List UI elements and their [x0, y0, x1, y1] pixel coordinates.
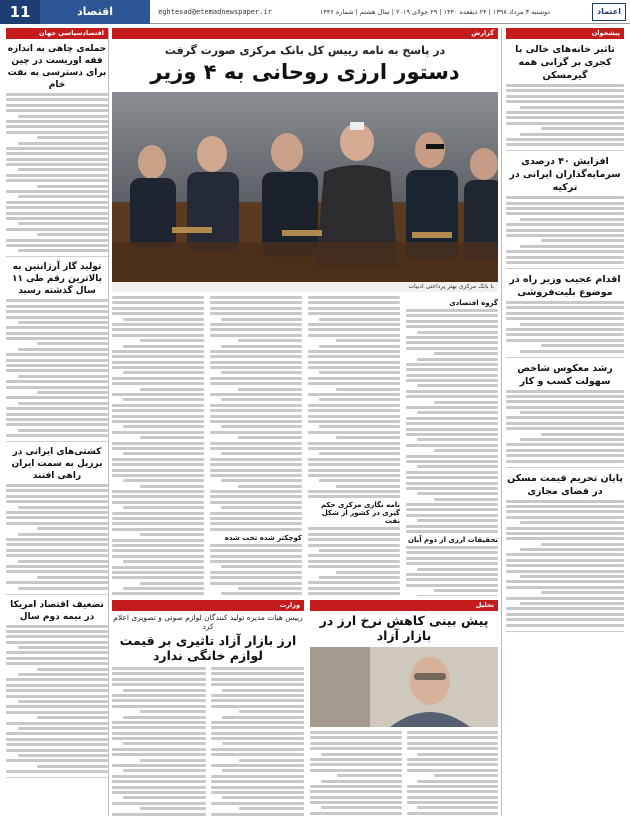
right-column-category: پیشخوان — [506, 28, 624, 39]
right-brief — [506, 362, 624, 468]
body-column-4 — [112, 296, 204, 596]
body-text-lines — [6, 484, 108, 589]
masthead-bar — [0, 0, 630, 24]
issue-dateline: دوشنبه ۳ مرداد ۱۳۹۸ | ۲۴ ذیقعده ۱۴۴۰ | ۲۹ جولای ۲۰۱۹ | سال هشتم | شماره ۱۴۴۶ — [319, 8, 551, 16]
main-content — [112, 28, 498, 816]
newspaper-logo: اعتماد — [592, 3, 626, 21]
main-story-subhead-1: تحقیقات ارزی از دوم آبان — [407, 536, 498, 545]
right-brief-title[interactable]: پایان تحریم قیمت مسکن در فضای مجازی — [507, 472, 623, 497]
body-text-lines — [407, 731, 499, 816]
right-briefs-column — [506, 28, 624, 816]
portrait-illustration — [310, 647, 498, 727]
main-story-kicker: در پاسخ به نامه رییس کل بانک مرکزی صورت گرفت — [164, 44, 446, 57]
left-brief-title[interactable]: تضعیف اقتصاد امریکا در نیمه دوم سال — [10, 599, 104, 622]
body-text-lines — [211, 667, 305, 816]
economist-portrait-photo — [310, 647, 498, 727]
right-brief — [506, 43, 624, 151]
left-brief-title[interactable]: تولید گاز آرژانتین به بالاترین رقم طی ۱۱ سال گذشته رسید — [11, 262, 103, 297]
main-story-subhead-2: نامه نگاری مرکزی حکم گیری در کشور از شکل نفت — [320, 501, 400, 526]
left-brief — [6, 599, 108, 779]
right-brief-title[interactable]: رشد معکوس شاخص سهولت کسب و کار — [517, 362, 613, 387]
main-story-headline: دستور ارزی روحانی به ۴ وزیر — [150, 60, 460, 84]
right-brief-title[interactable]: تاثیر خانه‌های خالی با کجری بر گرانی همه گیرمسکن — [515, 44, 615, 81]
page-number: 11 — [0, 0, 40, 24]
left-brief-title[interactable]: کشتی‌های ایرانی در برزیل به سمت ایران راهی افتند — [11, 447, 103, 482]
column-rule — [501, 28, 502, 816]
column-rule — [108, 28, 109, 816]
main-story-body — [112, 296, 498, 596]
currency-story-headline: پیش بینی کاهش نرخ ارز در بازار آزاد — [319, 613, 489, 643]
body-text-lines — [112, 667, 206, 816]
body-text-lines — [210, 544, 302, 596]
left-column-category: اقتصادسیاسی جهان — [6, 28, 108, 39]
main-story-byline: گروه اقتصادی — [449, 299, 498, 307]
main-story-photo — [112, 92, 498, 282]
photo-caption: با بانک مرکزی بهتر پرداختی ادبیات — [112, 282, 498, 292]
body-text-lines — [506, 84, 624, 146]
officials-meeting-illustration — [112, 92, 498, 282]
body-text-lines — [310, 731, 402, 816]
left-brief-title[interactable]: حمله‌ی چاهی به اندازه فقه اوریست در چین برای دسترسی به نفت خام — [7, 44, 107, 90]
main-story-subhead-3: کوچکتر شده تخت شده — [224, 533, 302, 542]
body-text-lines — [506, 196, 624, 264]
appliance-story — [112, 600, 304, 816]
body-text-lines — [6, 625, 108, 774]
body-text-lines — [406, 309, 498, 533]
section-label: اقتصاد — [40, 0, 150, 24]
body-text-lines — [506, 301, 624, 353]
body-text-lines — [406, 546, 498, 596]
body-column-3 — [210, 296, 302, 596]
appliance-story-headline: ارز بازار آزاد تاثیری بر قیمت لوازم خانگی ندارد — [119, 633, 297, 663]
body-text-lines — [6, 93, 108, 252]
right-brief — [506, 155, 624, 269]
body-text-lines — [506, 390, 624, 463]
main-story-category: گزارش — [112, 28, 498, 39]
body-text-lines — [112, 296, 204, 596]
left-brief — [6, 43, 108, 257]
left-brief — [6, 261, 108, 442]
right-brief-title[interactable]: اقدام عجیب وزیر راه در موضوع بلیت‌فروشی — [509, 273, 621, 298]
body-text-lines — [506, 500, 624, 627]
right-brief-title[interactable]: افزایش ۴۰ درصدی سرمایه‌گذاران ایرانی در ترکیه — [509, 156, 621, 194]
appliance-story-kicker: رییس هیات مدیره تولید کنندگان لوازم صوتی و تصویری اعلام کرد — [113, 613, 303, 631]
appliance-story-category: وزارت — [112, 600, 304, 611]
body-text-lines — [308, 527, 400, 596]
contact-email[interactable]: eghtesad@etemadnewspaper.ir — [158, 8, 272, 16]
currency-story-category: تحلیل — [310, 600, 498, 611]
left-briefs-column — [6, 28, 108, 816]
body-text-lines — [6, 299, 108, 437]
body-column-2 — [308, 296, 400, 596]
right-brief — [506, 472, 624, 632]
body-text-lines — [308, 296, 400, 498]
right-brief — [506, 273, 624, 358]
body-text-lines — [210, 296, 302, 531]
currency-story — [310, 600, 498, 816]
left-brief — [6, 446, 108, 594]
body-column-1 — [406, 296, 498, 596]
